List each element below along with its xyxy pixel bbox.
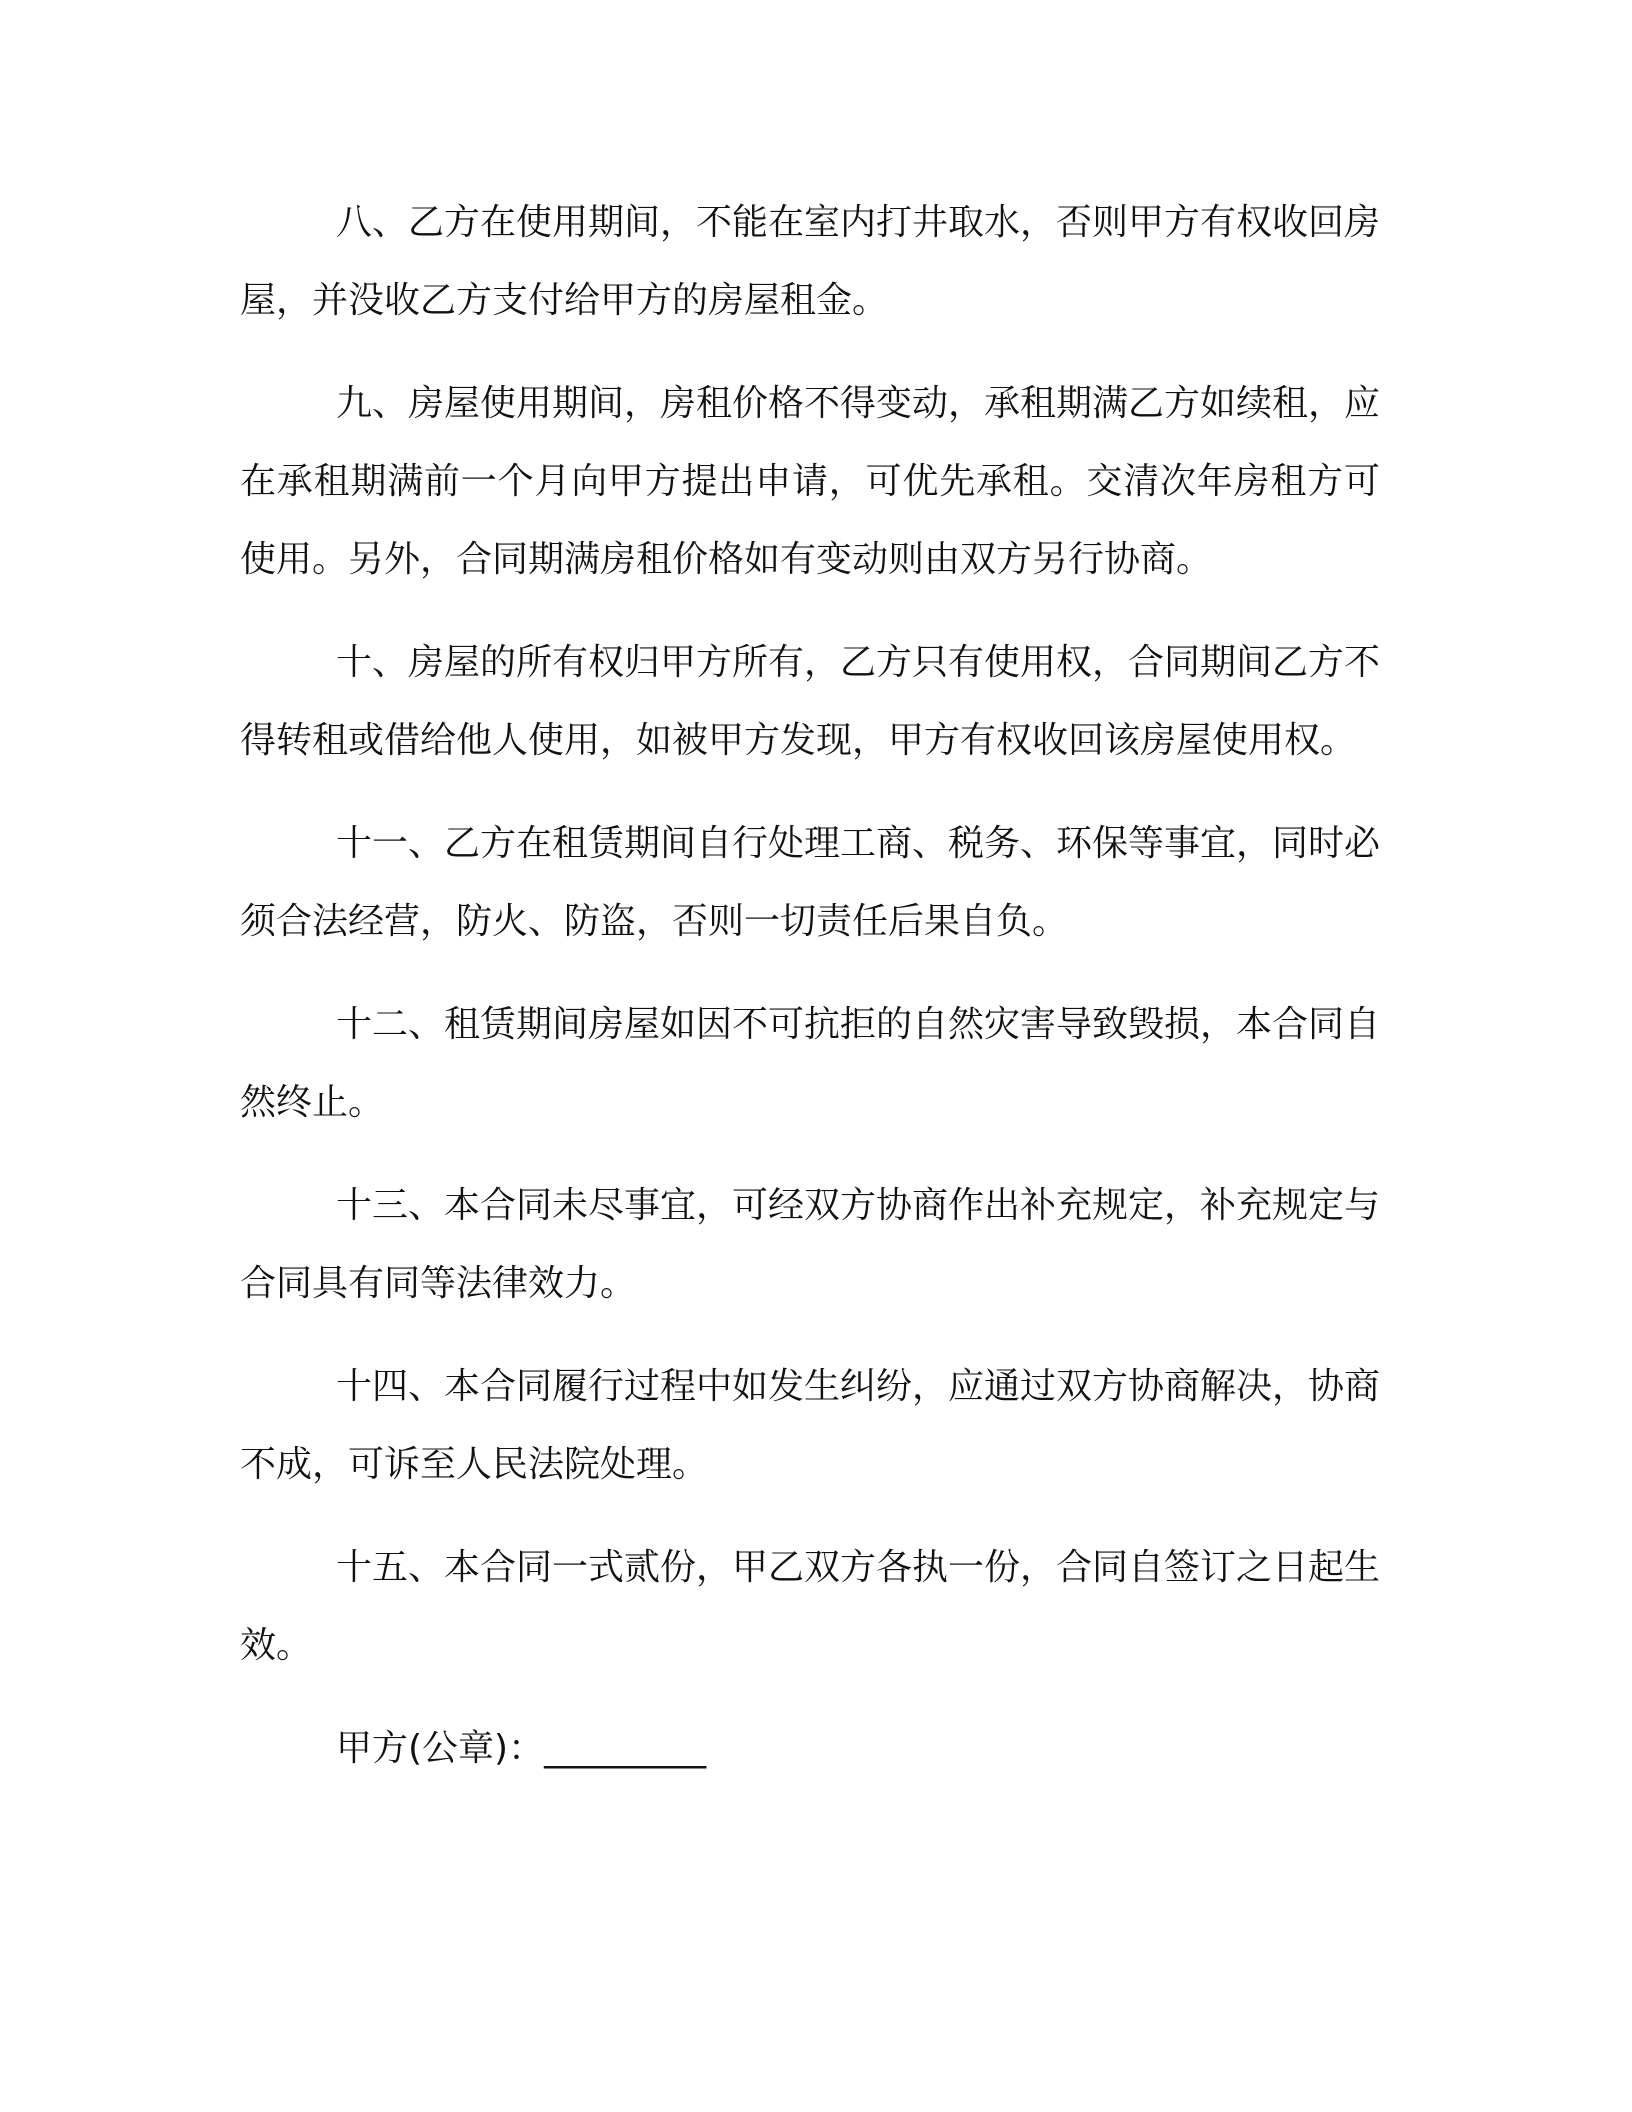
party-a-signature-line: 甲方(公章)：_________ (336, 1728, 707, 1769)
clause-12: 十二、租赁期间房屋如因不可抗拒的自然灾害导致毁损，本合同自然终止。 (240, 1004, 1381, 1123)
clause-15: 十五、本合同一式贰份，甲乙双方各执一份，合同自签订之日起生效。 (240, 1547, 1381, 1666)
clause-14: 十四、本合同履行过程中如发生纠纷，应通过双方协商解决，协商不成，可诉至人民法院处理。 (240, 1366, 1381, 1485)
clause-9: 九、房屋使用期间，房租价格不得变动，承租期满乙方如续租，应在承租期满前一个月向甲方提出申请，可优先承租。交清次年房租方可使用。另外，合同期满房租价格如有变动则由双方另行协商。 (240, 383, 1381, 580)
clause-10: 十、房屋的所有权归甲方所有，乙方只有使用权，合同期间乙方不得转租或借给他人使用，如被甲方发现，甲方有权收回该房屋使用权。 (240, 642, 1381, 761)
clause-11: 十一、乙方在租赁期间自行处理工商、税务、环保等事宜，同时必须合法经营，防火、防盗，否则一切责任后果自负。 (240, 823, 1381, 942)
contract-body (240, 184, 1380, 1788)
clause-13: 十三、本合同未尽事宜，可经双方协商作出补充规定，补充规定与合同具有同等法律效力。 (240, 1185, 1381, 1304)
clause-8: 八、乙方在使用期间，不能在室内打井取水，否则甲方有权收回房屋，并没收乙方支付给甲方的房屋租金。 (240, 202, 1381, 321)
